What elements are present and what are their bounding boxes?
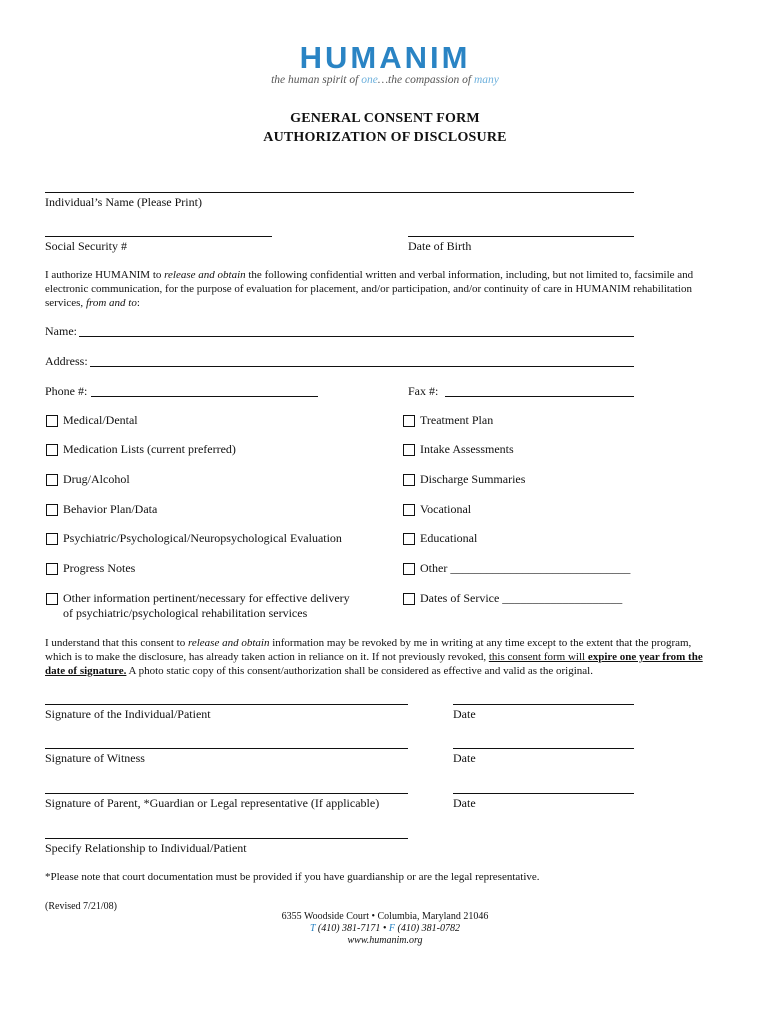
date-3-line[interactable] [453, 793, 634, 794]
signature-guardian-line[interactable] [45, 793, 408, 794]
vocational-checkbox[interactable] [403, 504, 415, 516]
psych-evaluation-checkbox[interactable] [46, 533, 58, 545]
discharge-summaries-label: Discharge Summaries [420, 472, 526, 486]
signature-individual-label: Signature of the Individual/Patient [45, 707, 211, 721]
contact-name-line[interactable] [79, 336, 634, 337]
discharge-summaries-checkbox[interactable] [403, 474, 415, 486]
intake-assessments-checkbox[interactable] [403, 444, 415, 456]
medical-dental-checkbox[interactable] [46, 415, 58, 427]
contact-address-label: Address: [45, 354, 88, 368]
treatment-plan-label: Treatment Plan [420, 413, 494, 427]
educational-checkbox[interactable] [403, 533, 415, 545]
date-1-label: Date [453, 707, 476, 721]
other-information-checkbox[interactable] [46, 593, 58, 605]
psych-evaluation-label: Psychiatric/Psychological/Neuropsychological Evaluation [63, 531, 342, 545]
drug-alcohol-checkbox[interactable] [46, 474, 58, 486]
contact-phone-line[interactable] [91, 396, 318, 397]
dob-line[interactable] [408, 236, 634, 237]
dates-of-service-checkbox[interactable] [403, 593, 415, 605]
individual-name-label: Individual’s Name (Please Print) [45, 195, 202, 209]
revision-date: (Revised 7/21/08) [45, 901, 117, 912]
guardianship-note: *Please note that court documentation must be provided if you have guardianship or are the legal representative. [45, 871, 540, 883]
contact-address-line[interactable] [90, 366, 634, 367]
date-2-label: Date [453, 751, 476, 765]
contact-name-label: Name: [45, 324, 77, 338]
medication-lists-label: Medication Lists (current preferred) [63, 442, 236, 456]
relationship-line[interactable] [45, 838, 408, 839]
form-subtitle: AUTHORIZATION OF DISCLOSURE [263, 130, 507, 145]
date-1-line[interactable] [453, 704, 634, 705]
drug-alcohol-label: Drug/Alcohol [63, 472, 130, 486]
treatment-plan-checkbox[interactable] [403, 415, 415, 427]
ssn-label: Social Security # [45, 239, 127, 253]
date-2-line[interactable] [453, 748, 634, 749]
date-3-label: Date [453, 796, 476, 810]
signature-guardian-label: Signature of Parent, *Guardian or Legal representative (If applicable) [45, 796, 380, 810]
individual-name-line[interactable] [45, 192, 634, 193]
other-checkbox[interactable] [403, 563, 415, 575]
progress-notes-checkbox[interactable] [46, 563, 58, 575]
footer-website[interactable]: www.humanim.org [347, 935, 423, 946]
logo-tagline: the human spirit of one…the compassion of many [271, 74, 499, 86]
other-information-label-cont: of psychiatric/psychological rehabilitation services [63, 606, 308, 620]
other-information-label: Other information pertinent/necessary for effective delivery [63, 591, 350, 605]
medical-dental-label: Medical/Dental [63, 413, 138, 427]
other-label: Other ______________________________ [420, 561, 631, 575]
contact-fax-label: Fax #: [408, 384, 439, 398]
medication-lists-checkbox[interactable] [46, 444, 58, 456]
footer-phone-fax: T (410) 381-7171 • F (410) 381-0782 [310, 923, 460, 934]
dates-of-service-label: Dates of Service ____________________ [420, 591, 623, 605]
progress-notes-label: Progress Notes [63, 561, 136, 575]
contact-phone-label: Phone #: [45, 384, 88, 398]
ssn-line[interactable] [45, 236, 272, 237]
signature-witness-label: Signature of Witness [45, 751, 145, 765]
contact-fax-line[interactable] [445, 396, 634, 397]
authorization-paragraph: I authorize HUMANIM to release and obtain the following confidential written and verbal information, including, but not limited to, facsimile and electronic communication, for the purpose of evaluation for placement, and/or participation, and/or continuity of care in HUMANIM rehabilitation services, from and to: [45, 269, 694, 309]
revocation-paragraph: I understand that this consent to release and obtain information may be revoked by me in writing at any time except to the extent that the program, which is to make the disclosure, has already taken action in reliance on it. If not previously revoked, this consent form will expire one year from the date of signature. A photo static copy of this consent/authorization shall be considered as effective and valid as the original. [45, 637, 703, 677]
behavior-plan-label: Behavior Plan/Data [63, 502, 158, 516]
signature-individual-line[interactable] [45, 704, 408, 705]
educational-label: Educational [420, 531, 478, 545]
signature-witness-line[interactable] [45, 748, 408, 749]
footer-address: 6355 Woodside Court • Columbia, Maryland 21046 [281, 911, 489, 922]
relationship-label: Specify Relationship to Individual/Patient [45, 841, 247, 855]
dob-label: Date of Birth [408, 239, 472, 253]
intake-assessments-label: Intake Assessments [420, 442, 514, 456]
humanim-logo: HUMANIM [299, 40, 471, 75]
behavior-plan-checkbox[interactable] [46, 504, 58, 516]
form-title: GENERAL CONSENT FORM [290, 111, 480, 126]
vocational-label: Vocational [420, 502, 472, 516]
